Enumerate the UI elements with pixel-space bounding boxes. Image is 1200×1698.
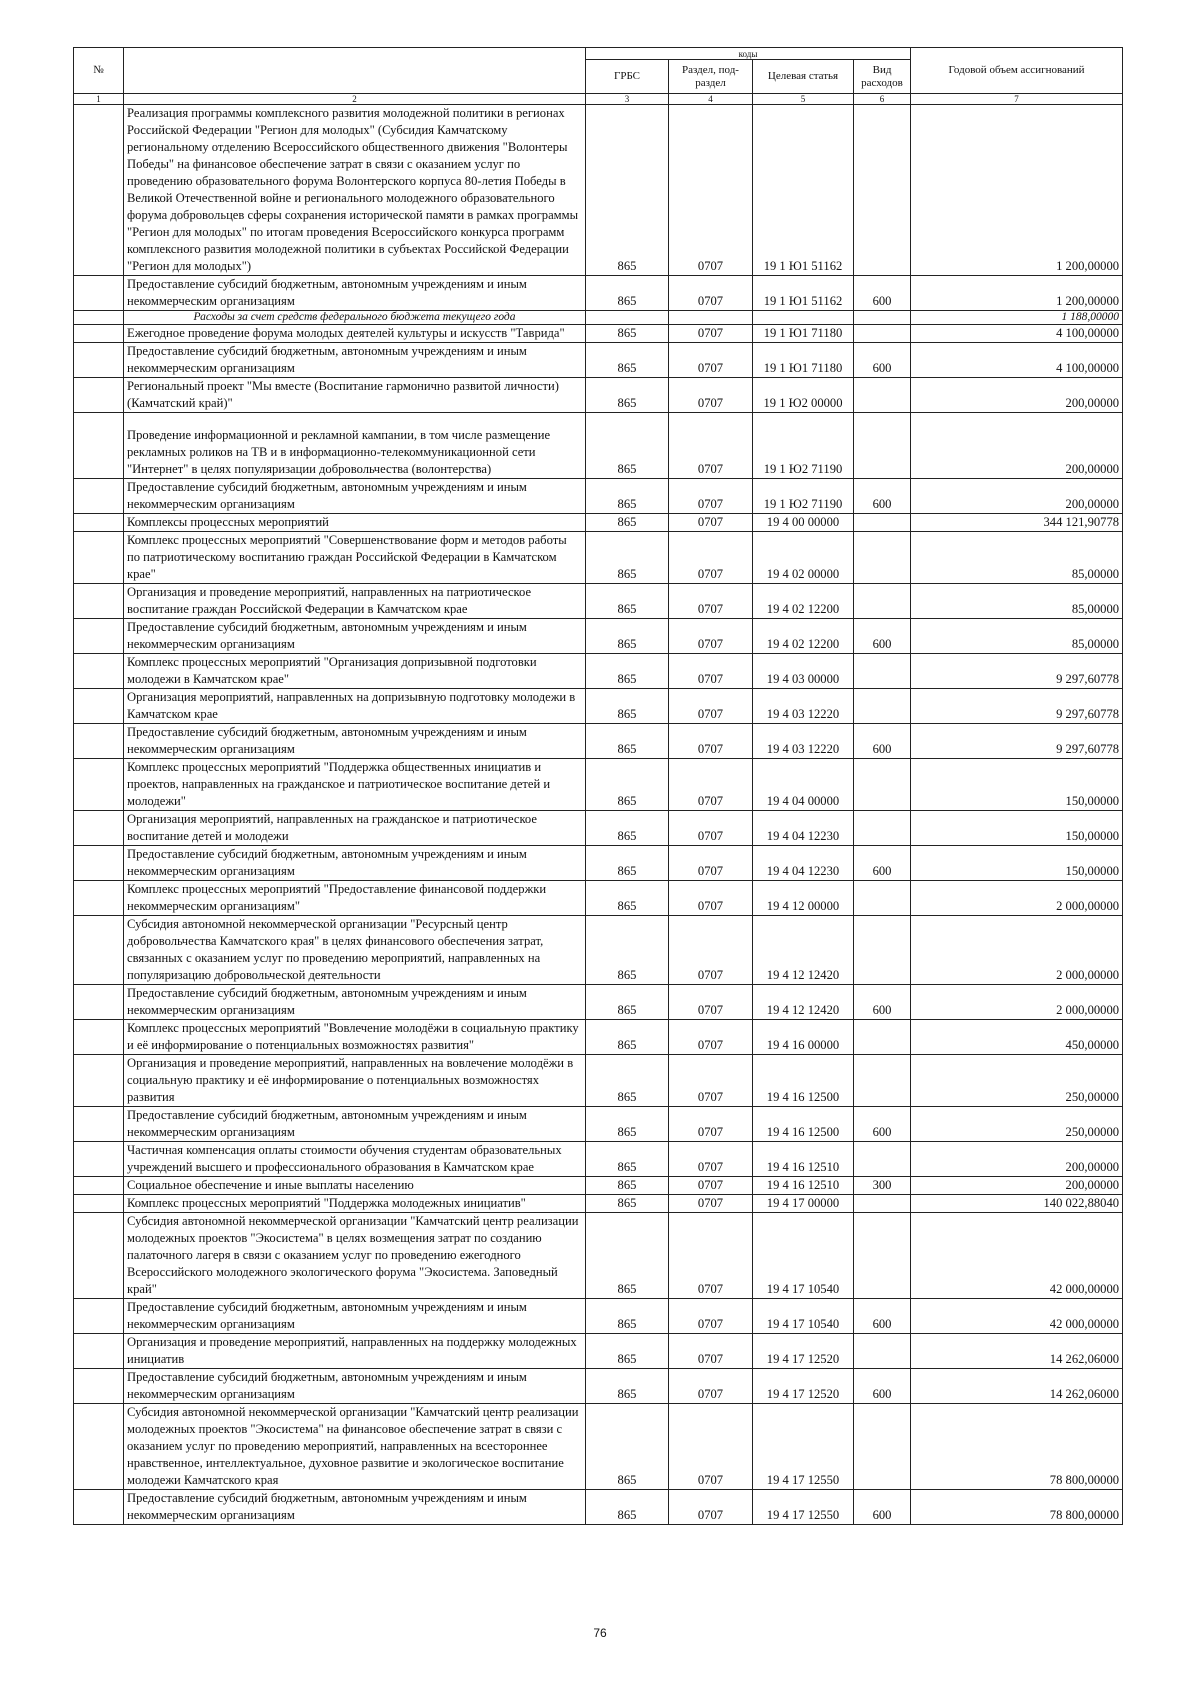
row-target-article-cell: 19 4 17 12520	[753, 1334, 854, 1369]
table-row	[74, 413, 1123, 479]
row-expense-type-cell	[854, 1195, 911, 1213]
table-body	[74, 105, 1123, 1525]
row-name-cell: Расходы за счет средств федерального бюджета текущего года	[124, 311, 586, 325]
row-amount-cell: 200,00000	[911, 479, 1123, 514]
row-expense-type-cell: 600	[854, 479, 911, 514]
table-row	[74, 343, 1123, 378]
row-grbs-cell: 865	[586, 1490, 669, 1525]
row-expense-type-cell: 600	[854, 1107, 911, 1142]
row-target-article-cell: 19 4 03 12220	[753, 724, 854, 759]
row-target-article-cell: 19 4 17 10540	[753, 1299, 854, 1334]
row-razdel-cell: 0707	[669, 584, 753, 619]
row-target-article-cell: 19 4 04 00000	[753, 759, 854, 811]
row-grbs-cell: 865	[586, 1142, 669, 1177]
table-row	[74, 1490, 1123, 1525]
row-name-cell: Организация мероприятий, направленных на гражданское и патриотическое воспитание детей и молодежи	[124, 811, 586, 846]
table-row	[74, 1055, 1123, 1107]
row-razdel-cell: 0707	[669, 1404, 753, 1490]
row-expense-type-cell	[854, 689, 911, 724]
row-grbs-cell: 865	[586, 689, 669, 724]
row-razdel-cell: 0707	[669, 654, 753, 689]
row-razdel-cell: 0707	[669, 1490, 753, 1525]
row-amount-cell: 9 297,60778	[911, 724, 1123, 759]
row-number-cell	[74, 1213, 124, 1299]
row-grbs-cell: 865	[586, 276, 669, 311]
row-name-cell: Комплекс процессных мероприятий "Вовлечение молодёжи в социальную практику и её информирование о потенциальных возможностях развития"	[124, 1020, 586, 1055]
row-name-cell: Субсидия автономной некоммерческой организации "Камчатский центр реализации молодежных проектов "Экосистема" в целях возмещения затрат по созданию палаточного лагеря в связи с оказанием услуг по проведению ежегодного Всероссийского молодежного экологического форума "Экосистема. Заповедный край"	[124, 1213, 586, 1299]
row-amount-cell: 14 262,06000	[911, 1334, 1123, 1369]
row-name-cell: Организация и проведение мероприятий, направленных на вовлечение молодёжи в социальную практику и её информирование о потенциальных возможностях развития	[124, 1055, 586, 1107]
row-name-cell: Комплекс процессных мероприятий "Предоставление финансовой поддержки некоммерческим организациям"	[124, 881, 586, 916]
row-razdel-cell	[669, 311, 753, 325]
table-row	[74, 479, 1123, 514]
table-row	[74, 1020, 1123, 1055]
row-number-cell	[74, 325, 124, 343]
row-razdel-cell: 0707	[669, 1020, 753, 1055]
header-index-cell: 7	[911, 94, 1123, 105]
row-target-article-cell: 19 4 16 00000	[753, 1020, 854, 1055]
row-amount-cell: 250,00000	[911, 1055, 1123, 1107]
row-expense-type-cell: 600	[854, 846, 911, 881]
row-target-article-cell: 19 1 Ю1 71180	[753, 343, 854, 378]
row-razdel-cell: 0707	[669, 325, 753, 343]
row-number-cell	[74, 916, 124, 985]
row-name-cell: Ежегодное проведение форума молодых деятелей культуры и искусств "Таврида"	[124, 325, 586, 343]
row-amount-cell: 250,00000	[911, 1107, 1123, 1142]
row-expense-type-cell	[854, 654, 911, 689]
row-name-cell: Предоставление субсидий бюджетным, автономным учреждениям и иным некоммерческим организациям	[124, 276, 586, 311]
row-expense-type-cell: 600	[854, 1299, 911, 1334]
row-expense-type-cell: 600	[854, 985, 911, 1020]
row-grbs-cell: 865	[586, 1369, 669, 1404]
header-index-row	[74, 94, 1123, 105]
row-grbs-cell: 865	[586, 514, 669, 532]
row-name-cell: Предоставление субсидий бюджетным, автономным учреждениям и иным некоммерческим организациям	[124, 1490, 586, 1525]
row-expense-type-cell: 600	[854, 619, 911, 654]
row-target-article-cell: 19 4 16 12500	[753, 1055, 854, 1107]
row-name-cell: Предоставление субсидий бюджетным, автономным учреждениям и иным некоммерческим организациям	[124, 343, 586, 378]
row-razdel-cell: 0707	[669, 846, 753, 881]
row-razdel-cell: 0707	[669, 276, 753, 311]
row-expense-type-cell	[854, 378, 911, 413]
table-row	[74, 1334, 1123, 1369]
row-number-cell	[74, 759, 124, 811]
row-razdel-cell: 0707	[669, 514, 753, 532]
row-name-cell: Комплексы процессных мероприятий	[124, 514, 586, 532]
row-expense-type-cell	[854, 584, 911, 619]
row-grbs-cell: 865	[586, 881, 669, 916]
table-row	[74, 1177, 1123, 1195]
row-number-cell	[74, 584, 124, 619]
row-target-article-cell: 19 4 04 12230	[753, 811, 854, 846]
row-number-cell	[74, 654, 124, 689]
row-number-cell	[74, 811, 124, 846]
note-row	[74, 311, 1123, 325]
row-expense-type-cell: 300	[854, 1177, 911, 1195]
row-name-cell: Проведение информационной и рекламной кампании, в том числе размещение рекламных роликов на ТВ и в информационно-телекоммуникационной сети "Интернет" в целях популяризации добровольчества (волонтерства)	[124, 413, 586, 479]
row-grbs-cell: 865	[586, 343, 669, 378]
table-row	[74, 1213, 1123, 1299]
table-row	[74, 689, 1123, 724]
row-expense-type-cell: 600	[854, 1490, 911, 1525]
header-vr: Вид расходов	[854, 60, 911, 94]
row-amount-cell: 150,00000	[911, 846, 1123, 881]
row-razdel-cell: 0707	[669, 724, 753, 759]
row-razdel-cell: 0707	[669, 343, 753, 378]
table-row	[74, 985, 1123, 1020]
row-amount-cell: 85,00000	[911, 619, 1123, 654]
row-grbs-cell: 865	[586, 1404, 669, 1490]
row-grbs-cell: 865	[586, 1299, 669, 1334]
table-row	[74, 759, 1123, 811]
header-name	[124, 48, 586, 94]
row-expense-type-cell	[854, 1142, 911, 1177]
row-number-cell	[74, 1055, 124, 1107]
header-num: №	[74, 48, 124, 94]
row-name-cell: Региональный проект "Мы вместе (Воспитание гармонично развитой личности) (Камчатский край)"	[124, 378, 586, 413]
row-razdel-cell: 0707	[669, 881, 753, 916]
row-grbs-cell: 865	[586, 1107, 669, 1142]
row-razdel-cell: 0707	[669, 479, 753, 514]
table-row	[74, 532, 1123, 584]
row-expense-type-cell	[854, 1020, 911, 1055]
row-expense-type-cell	[854, 1334, 911, 1369]
row-number-cell	[74, 846, 124, 881]
row-amount-cell: 85,00000	[911, 584, 1123, 619]
row-target-article-cell: 19 4 17 12520	[753, 1369, 854, 1404]
row-razdel-cell: 0707	[669, 619, 753, 654]
row-target-article-cell: 19 4 02 12200	[753, 619, 854, 654]
row-name-cell: Субсидия автономной некоммерческой организации "Ресурсный центр добровольчества Камчатского края" в целях финансового обеспечения затрат, связанных с оказанием услуг по проведению мероприятий, направленных на популяризацию добровольческой деятельности	[124, 916, 586, 985]
row-razdel-cell: 0707	[669, 1055, 753, 1107]
row-name-cell: Комплекс процессных мероприятий "Поддержка общественных инициатив и проектов, направленных на гражданское и патриотическое воспитание детей и молодежи"	[124, 759, 586, 811]
row-expense-type-cell	[854, 514, 911, 532]
row-target-article-cell: 19 1 Ю1 51162	[753, 105, 854, 276]
row-grbs-cell: 865	[586, 811, 669, 846]
row-grbs-cell: 865	[586, 916, 669, 985]
row-number-cell	[74, 514, 124, 532]
row-amount-cell: 200,00000	[911, 378, 1123, 413]
table-row	[74, 916, 1123, 985]
row-target-article-cell: 19 4 04 12230	[753, 846, 854, 881]
row-amount-cell: 14 262,06000	[911, 1369, 1123, 1404]
row-amount-cell: 78 800,00000	[911, 1490, 1123, 1525]
row-number-cell	[74, 1107, 124, 1142]
row-grbs-cell	[586, 311, 669, 325]
row-number-cell	[74, 1142, 124, 1177]
row-number-cell	[74, 881, 124, 916]
row-name-cell: Предоставление субсидий бюджетным, автономным учреждениям и иным некоммерческим организациям	[124, 985, 586, 1020]
header-index-cell: 4	[669, 94, 753, 105]
row-name-cell: Предоставление субсидий бюджетным, автономным учреждениям и иным некоммерческим организациям	[124, 846, 586, 881]
header-index-cell: 3	[586, 94, 669, 105]
table-row	[74, 276, 1123, 311]
row-expense-type-cell: 600	[854, 276, 911, 311]
row-razdel-cell: 0707	[669, 1299, 753, 1334]
row-expense-type-cell	[854, 105, 911, 276]
row-target-article-cell: 19 4 03 12220	[753, 689, 854, 724]
row-grbs-cell: 865	[586, 1177, 669, 1195]
row-name-cell: Комплекс процессных мероприятий "Поддержка молодежных инициатив"	[124, 1195, 586, 1213]
table-row	[74, 1195, 1123, 1213]
row-expense-type-cell	[854, 916, 911, 985]
header-codes: коды	[586, 48, 911, 60]
row-name-cell: Предоставление субсидий бюджетным, автономным учреждениям и иным некоммерческим организациям	[124, 1107, 586, 1142]
row-amount-cell: 4 100,00000	[911, 343, 1123, 378]
row-grbs-cell: 865	[586, 378, 669, 413]
row-amount-cell: 9 297,60778	[911, 689, 1123, 724]
row-razdel-cell: 0707	[669, 105, 753, 276]
table-row	[74, 846, 1123, 881]
row-name-cell: Предоставление субсидий бюджетным, автономным учреждениям и иным некоммерческим организациям	[124, 619, 586, 654]
row-amount-cell: 42 000,00000	[911, 1299, 1123, 1334]
row-expense-type-cell	[854, 881, 911, 916]
row-name-cell: Комплекс процессных мероприятий "Совершенствование форм и методов работы по патриотическому воспитанию граждан Российской Федерации в Камчатском крае"	[124, 532, 586, 584]
header-sum: Годовой объем ассигнований	[911, 48, 1123, 94]
table-header	[74, 48, 1123, 105]
row-target-article-cell	[753, 311, 854, 325]
header-index-cell: 1	[74, 94, 124, 105]
table-row	[74, 724, 1123, 759]
row-grbs-cell: 865	[586, 985, 669, 1020]
row-target-article-cell: 19 1 Ю1 71180	[753, 325, 854, 343]
row-amount-cell: 1 200,00000	[911, 105, 1123, 276]
row-number-cell	[74, 276, 124, 311]
row-number-cell	[74, 1490, 124, 1525]
row-name-cell: Организация и проведение мероприятий, направленных на патриотическое воспитание граждан Российской Федерации в Камчатском крае	[124, 584, 586, 619]
row-expense-type-cell: 600	[854, 1369, 911, 1404]
row-target-article-cell: 19 4 17 10540	[753, 1213, 854, 1299]
table-row	[74, 1369, 1123, 1404]
row-number-cell	[74, 1404, 124, 1490]
row-number-cell	[74, 378, 124, 413]
table-row	[74, 584, 1123, 619]
row-grbs-cell: 865	[586, 619, 669, 654]
row-expense-type-cell	[854, 759, 911, 811]
row-expense-type-cell: 600	[854, 343, 911, 378]
table-row	[74, 1299, 1123, 1334]
row-amount-cell: 150,00000	[911, 811, 1123, 846]
row-razdel-cell: 0707	[669, 378, 753, 413]
row-expense-type-cell	[854, 532, 911, 584]
row-razdel-cell: 0707	[669, 1107, 753, 1142]
row-grbs-cell: 865	[586, 1195, 669, 1213]
row-expense-type-cell: 600	[854, 724, 911, 759]
row-target-article-cell: 19 4 12 00000	[753, 881, 854, 916]
row-amount-cell: 150,00000	[911, 759, 1123, 811]
row-amount-cell: 2 000,00000	[911, 881, 1123, 916]
row-number-cell	[74, 343, 124, 378]
header-index-cell: 5	[753, 94, 854, 105]
row-amount-cell: 450,00000	[911, 1020, 1123, 1055]
row-number-cell	[74, 689, 124, 724]
row-number-cell	[74, 724, 124, 759]
header-index-cell: 6	[854, 94, 911, 105]
row-razdel-cell: 0707	[669, 759, 753, 811]
row-expense-type-cell	[854, 1055, 911, 1107]
row-name-cell: Предоставление субсидий бюджетным, автономным учреждениям и иным некоммерческим организациям	[124, 724, 586, 759]
row-amount-cell: 200,00000	[911, 413, 1123, 479]
row-grbs-cell: 865	[586, 584, 669, 619]
row-target-article-cell: 19 4 16 12500	[753, 1107, 854, 1142]
row-razdel-cell: 0707	[669, 811, 753, 846]
row-grbs-cell: 865	[586, 654, 669, 689]
row-name-cell: Социальное обеспечение и иные выплаты населению	[124, 1177, 586, 1195]
row-number-cell	[74, 985, 124, 1020]
table-row	[74, 378, 1123, 413]
row-expense-type-cell	[854, 413, 911, 479]
row-razdel-cell: 0707	[669, 985, 753, 1020]
row-amount-cell: 85,00000	[911, 532, 1123, 584]
row-grbs-cell: 865	[586, 1213, 669, 1299]
row-number-cell	[74, 479, 124, 514]
table-row	[74, 654, 1123, 689]
row-expense-type-cell	[854, 1213, 911, 1299]
row-razdel-cell: 0707	[669, 1334, 753, 1369]
row-name-cell: Реализация программы комплексного развития молодежной политики в регионах Российской Федерации "Регион для молодых" (Субсидия Камчатскому региональному отделению Всероссийского общественного движения "Волонтеры Победы" на финансовое обеспечение затрат в связи с оказанием услуг по проведению образовательного форума Волонтерского корпуса 80-летия Победы в Великой Отечественной войне и регионального молодежного образовательного форума добровольцев сферы сохранения исторической памяти в рамках программы "Регион для молодых" по итогам проведения Всероссийского конкурса программ комплексного развития молодежной политики в субъектах Российской Федерации "Регион для молодых")	[124, 105, 586, 276]
row-number-cell	[74, 311, 124, 325]
row-grbs-cell: 865	[586, 413, 669, 479]
row-grbs-cell: 865	[586, 532, 669, 584]
row-number-cell	[74, 105, 124, 276]
table-row	[74, 811, 1123, 846]
table-row	[74, 1107, 1123, 1142]
row-razdel-cell: 0707	[669, 916, 753, 985]
row-razdel-cell: 0707	[669, 1195, 753, 1213]
row-razdel-cell: 0707	[669, 1369, 753, 1404]
page-number: 76	[593, 1626, 607, 1640]
row-amount-cell: 200,00000	[911, 1177, 1123, 1195]
header-razdel: Раздел, под-раздел	[669, 60, 753, 94]
row-target-article-cell: 19 1 Ю2 00000	[753, 378, 854, 413]
row-grbs-cell: 865	[586, 1334, 669, 1369]
row-name-cell: Предоставление субсидий бюджетным, автономным учреждениям и иным некоммерческим организациям	[124, 1369, 586, 1404]
row-target-article-cell: 19 4 17 00000	[753, 1195, 854, 1213]
row-amount-cell: 78 800,00000	[911, 1404, 1123, 1490]
table-row	[74, 881, 1123, 916]
table-row	[74, 514, 1123, 532]
row-expense-type-cell	[854, 811, 911, 846]
row-name-cell: Предоставление субсидий бюджетным, автономным учреждениям и иным некоммерческим организациям	[124, 1299, 586, 1334]
row-amount-cell: 2 000,00000	[911, 916, 1123, 985]
row-target-article-cell: 19 4 12 12420	[753, 916, 854, 985]
row-razdel-cell: 0707	[669, 532, 753, 584]
row-grbs-cell: 865	[586, 1020, 669, 1055]
row-number-cell	[74, 1334, 124, 1369]
row-name-cell: Организация и проведение мероприятий, направленных на поддержку молодежных инициатив	[124, 1334, 586, 1369]
row-target-article-cell: 19 4 03 00000	[753, 654, 854, 689]
row-amount-cell: 2 000,00000	[911, 985, 1123, 1020]
row-grbs-cell: 865	[586, 759, 669, 811]
row-expense-type-cell	[854, 1404, 911, 1490]
row-name-cell: Частичная компенсация оплаты стоимости обучения студентам образовательных учреждений высшего и профессионального образования в Камчатском крае	[124, 1142, 586, 1177]
header-grbs: ГРБС	[586, 60, 669, 94]
row-target-article-cell: 19 4 02 00000	[753, 532, 854, 584]
row-name-cell: Комплекс процессных мероприятий "Организация допризывной подготовки молодежи в Камчатском крае"	[124, 654, 586, 689]
row-razdel-cell: 0707	[669, 1142, 753, 1177]
table-row	[74, 105, 1123, 276]
row-amount-cell: 200,00000	[911, 1142, 1123, 1177]
row-target-article-cell: 19 4 16 12510	[753, 1142, 854, 1177]
row-razdel-cell: 0707	[669, 413, 753, 479]
budget-table	[73, 47, 1123, 1525]
table-row	[74, 1142, 1123, 1177]
row-number-cell	[74, 1299, 124, 1334]
row-target-article-cell: 19 4 02 12200	[753, 584, 854, 619]
header-index-cell: 2	[124, 94, 586, 105]
row-target-article-cell: 19 1 Ю1 51162	[753, 276, 854, 311]
row-number-cell	[74, 619, 124, 654]
row-grbs-cell: 865	[586, 1055, 669, 1107]
row-razdel-cell: 0707	[669, 1177, 753, 1195]
row-number-cell	[74, 1369, 124, 1404]
row-number-cell	[74, 1020, 124, 1055]
row-amount-cell: 4 100,00000	[911, 325, 1123, 343]
row-target-article-cell: 19 4 17 12550	[753, 1490, 854, 1525]
row-target-article-cell: 19 4 17 12550	[753, 1404, 854, 1490]
row-target-article-cell: 19 4 12 12420	[753, 985, 854, 1020]
row-amount-cell: 140 022,88040	[911, 1195, 1123, 1213]
table-row	[74, 619, 1123, 654]
row-grbs-cell: 865	[586, 724, 669, 759]
row-amount-cell: 1 200,00000	[911, 276, 1123, 311]
row-number-cell	[74, 1195, 124, 1213]
row-target-article-cell: 19 4 00 00000	[753, 514, 854, 532]
row-name-cell: Предоставление субсидий бюджетным, автономным учреждениям и иным некоммерческим организациям	[124, 479, 586, 514]
row-razdel-cell: 0707	[669, 689, 753, 724]
row-grbs-cell: 865	[586, 479, 669, 514]
row-number-cell	[74, 532, 124, 584]
row-grbs-cell: 865	[586, 105, 669, 276]
header-cs: Целевая статья	[753, 60, 854, 94]
row-number-cell	[74, 1177, 124, 1195]
row-razdel-cell: 0707	[669, 1213, 753, 1299]
row-amount-cell: 42 000,00000	[911, 1213, 1123, 1299]
row-grbs-cell: 865	[586, 325, 669, 343]
row-expense-type-cell	[854, 325, 911, 343]
row-target-article-cell: 19 1 Ю2 71190	[753, 479, 854, 514]
row-grbs-cell: 865	[586, 846, 669, 881]
row-name-cell: Субсидия автономной некоммерческой организации "Камчатский центр реализации молодежных проектов "Экосистема" на финансовое обеспечение затрат в связи с оказанием услуг по проведению мероприятий, направленных на всестороннее нравственное, интеллектуальное, духовное развитие и экологическое воспитание молодежи Камчатского края	[124, 1404, 586, 1490]
row-amount-cell: 344 121,90778	[911, 514, 1123, 532]
row-name-cell: Организация мероприятий, направленных на допризывную подготовку молодежи в Камчатском крае	[124, 689, 586, 724]
row-amount-cell: 9 297,60778	[911, 654, 1123, 689]
row-expense-type-cell	[854, 311, 911, 325]
row-target-article-cell: 19 1 Ю2 71190	[753, 413, 854, 479]
table-row	[74, 1404, 1123, 1490]
row-amount-cell: 1 188,00000	[911, 311, 1123, 325]
row-number-cell	[74, 413, 124, 479]
table-row	[74, 325, 1123, 343]
row-target-article-cell: 19 4 16 12510	[753, 1177, 854, 1195]
